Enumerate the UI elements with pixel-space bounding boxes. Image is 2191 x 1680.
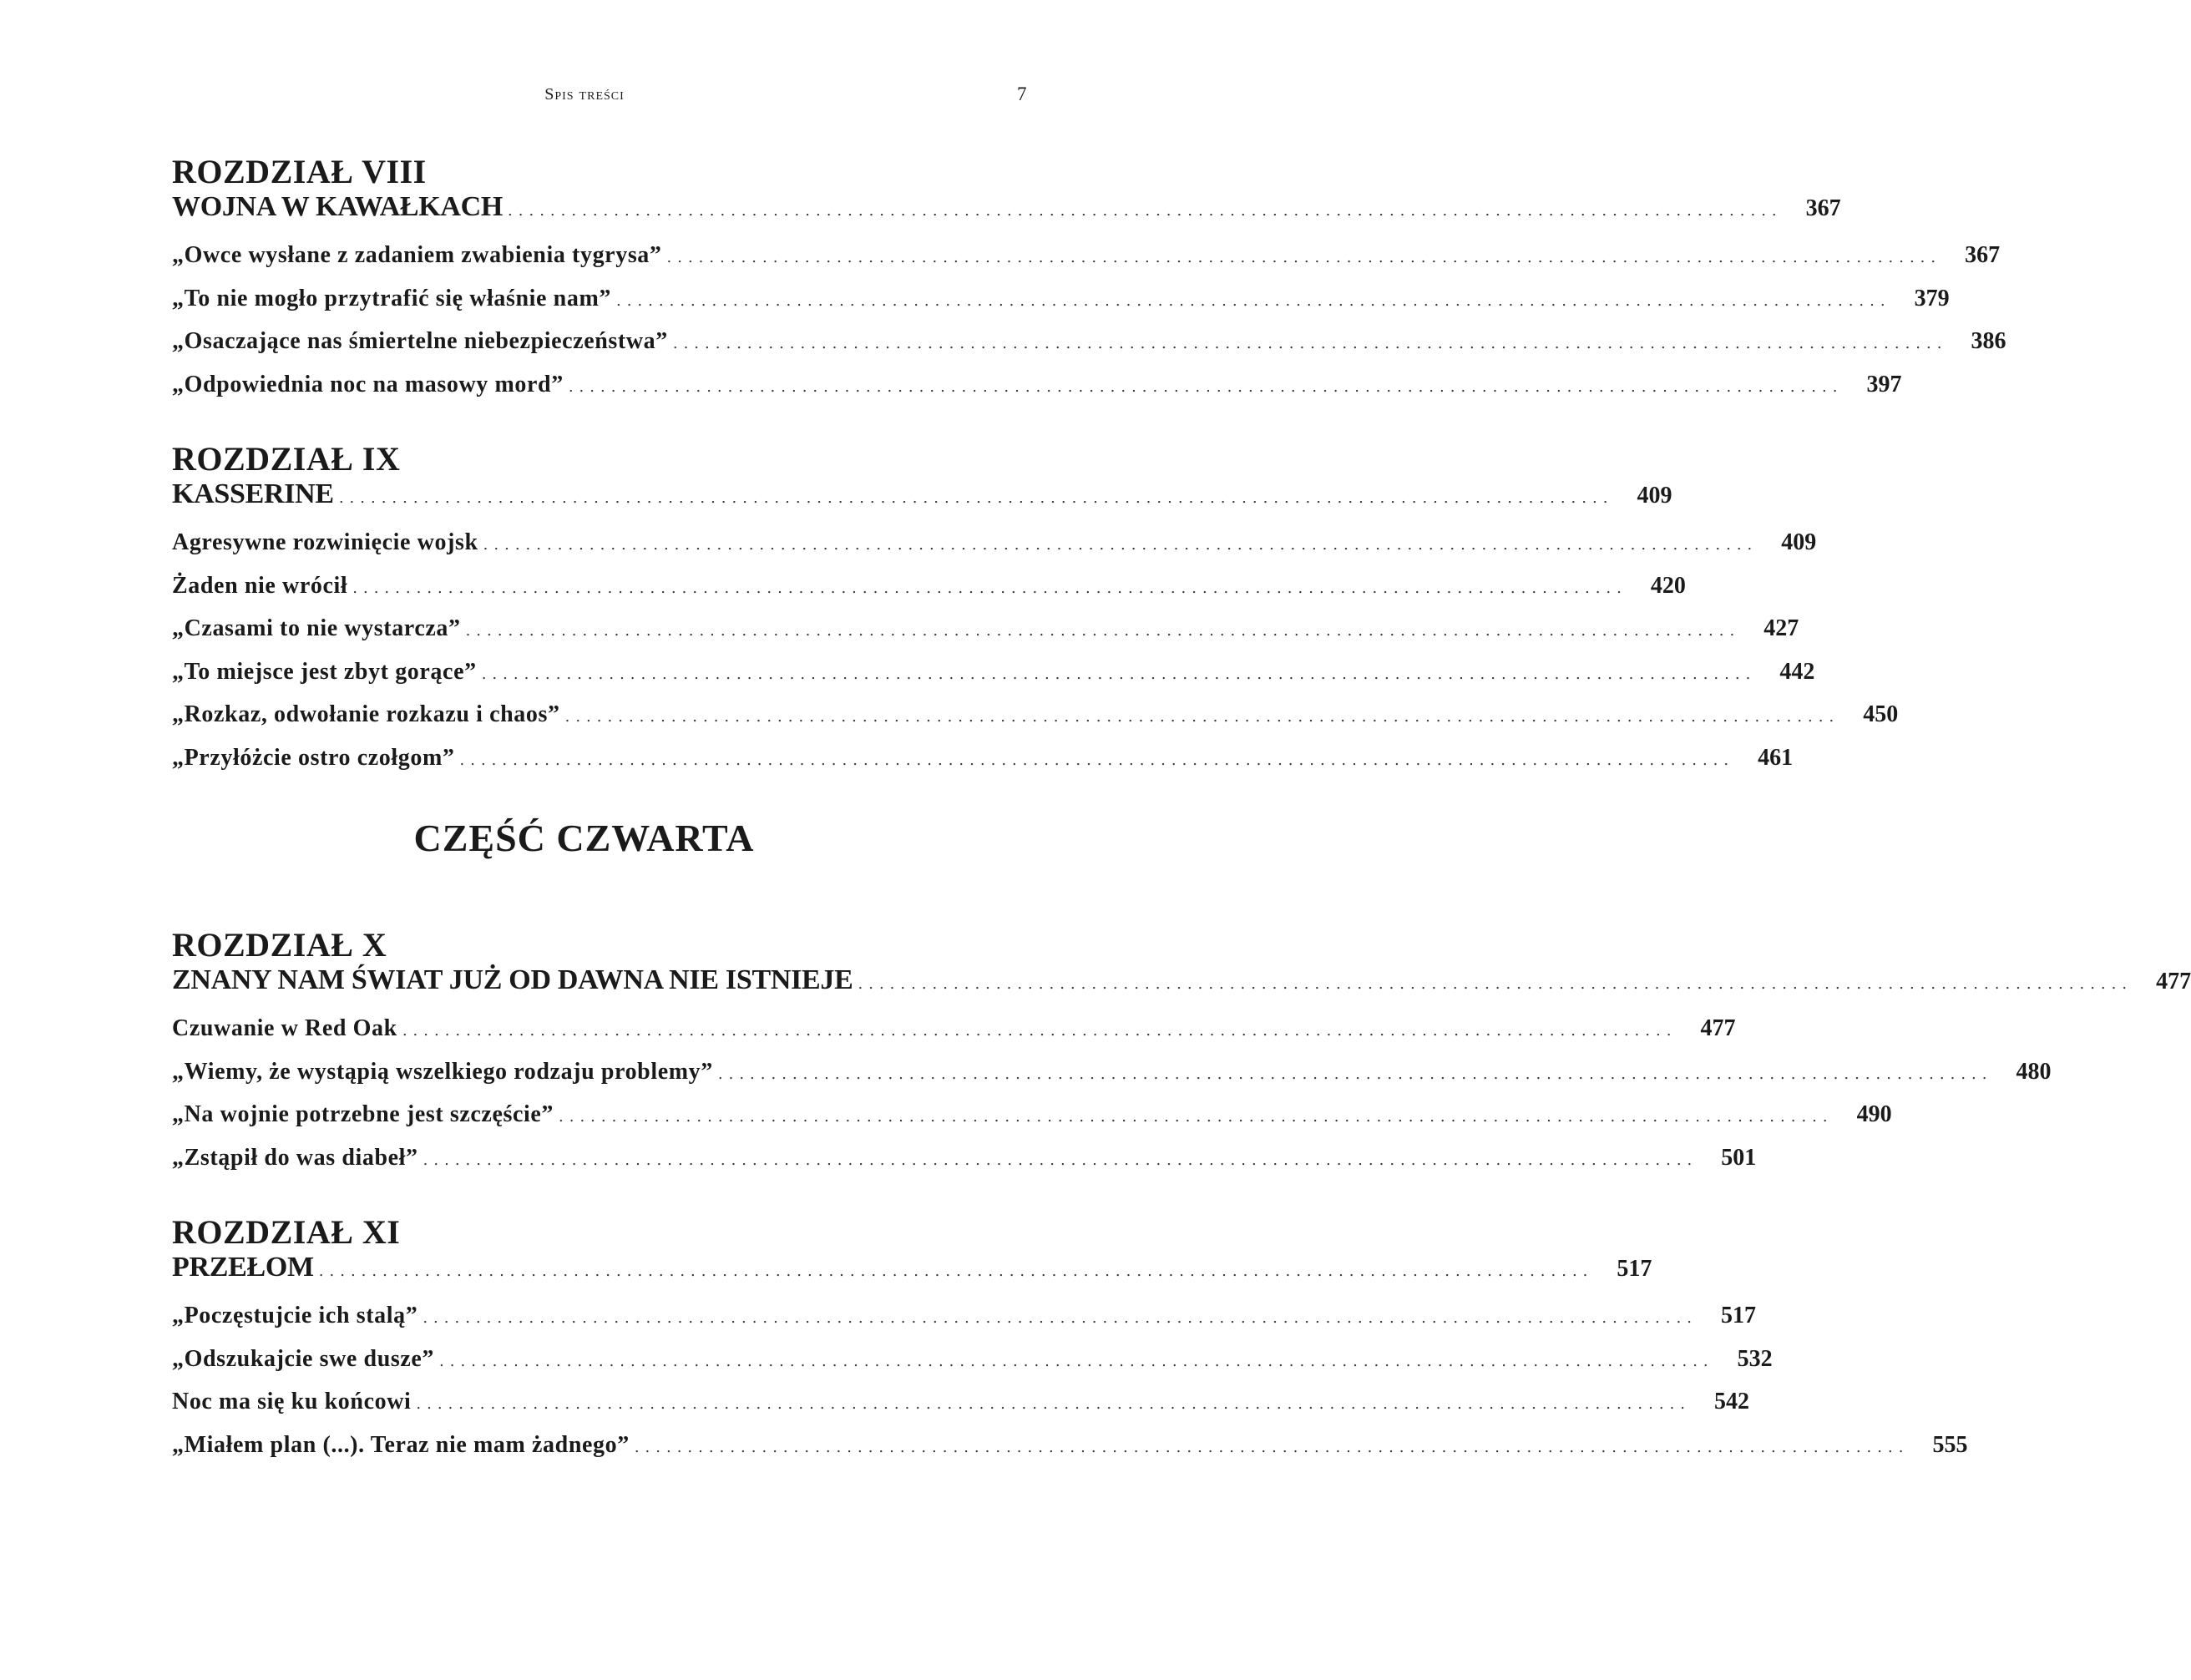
section-entry-title: „Zstąpił do was diabeł” (172, 1144, 418, 1171)
section-entry-page: 386 (1971, 328, 2006, 354)
section-entry[interactable] (172, 655, 1815, 699)
section-entry[interactable] (172, 1055, 2052, 1099)
section-entry[interactable] (172, 612, 1799, 655)
dot-leader: ........................................................................................................................ (465, 622, 1741, 640)
section-entry[interactable] (172, 1098, 1892, 1141)
dot-leader: ........................................................................................................................ (423, 1151, 1698, 1169)
chapter-title-entry-title: KASSERINE (172, 478, 334, 509)
section-entry-page: 490 (1856, 1101, 1892, 1127)
section-entry[interactable] (172, 282, 1950, 326)
section-entry[interactable] (172, 1385, 1750, 1429)
chapters-part-four (172, 926, 2191, 1471)
chapter-title-entry[interactable] (172, 190, 1841, 224)
section-entry[interactable] (172, 1299, 1756, 1343)
section-entry-title: „Owce wysłane z zadaniem zwabienia tygrysa” (172, 242, 662, 268)
dot-leader: ........................................................................................................................ (459, 751, 1735, 769)
chapter (172, 1213, 1968, 1471)
dot-leader: ........................................................................................................................ (672, 335, 1948, 352)
chapter-title-entry-title: ZNANY NAM ŚWIAT JUŻ OD DAWNA NIE ISTNIEJE (172, 964, 853, 995)
section-entry[interactable] (172, 526, 1817, 569)
section-entry-title: „Rozkaz, odwołanie rozkazu i chaos” (172, 701, 560, 727)
chapter-title-entry-page: 477 (2156, 969, 2191, 994)
section-entry[interactable] (172, 1429, 1968, 1472)
section-entry-title: Agresywne rozwinięcie wojsk (172, 529, 478, 555)
dot-leader: ........................................................................................................................ (416, 1395, 1692, 1413)
running-title: Spis treści (544, 85, 625, 104)
dot-leader: ........................................................................................................................ (568, 377, 1844, 396)
section-entry-page: 420 (1650, 572, 1686, 599)
section-entry-title: „Czasami to nie wystarcza” (172, 615, 461, 641)
section-entry-page: 555 (1932, 1431, 1968, 1458)
chapter-title-entry-page: 517 (1617, 1256, 1652, 1282)
section-entry-page: 450 (1863, 701, 1899, 727)
section-entry-page: 442 (1779, 658, 1815, 685)
section-entry[interactable] (172, 239, 2001, 282)
chapter-title-entry[interactable] (172, 478, 1672, 511)
section-entry[interactable] (172, 1343, 1773, 1386)
section-entry-page: 397 (1866, 371, 1902, 397)
chapter (172, 153, 2006, 411)
dot-leader: ........................................................................................................................ (483, 536, 1758, 554)
section-entry-title: „Na wojnie potrzebne jest szczęście” (172, 1101, 554, 1127)
section-entry-title: „Przyłóżcie ostro czołgom” (172, 744, 455, 771)
section-entry[interactable] (172, 698, 1899, 741)
section-entry[interactable] (172, 1141, 1757, 1185)
section-entry[interactable] (172, 1012, 1736, 1055)
section-entry-page: 542 (1714, 1389, 1750, 1414)
dot-leader: ........................................................................................................................ (423, 1309, 1698, 1327)
section-entry-page: 501 (1721, 1144, 1757, 1171)
section-entry-page: 461 (1758, 744, 1794, 771)
section-entry[interactable] (172, 325, 2006, 368)
chapter (172, 926, 2191, 1184)
dot-leader: ........................................................................................................................ (564, 708, 1840, 726)
dot-leader: ........................................................................................................................ (338, 489, 1614, 507)
dot-leader: ........................................................................................................................ (858, 975, 2133, 993)
chapter-title-entry-page: 367 (1805, 195, 1841, 221)
dot-leader: ........................................................................................................................ (615, 291, 1891, 310)
section-entry-title: „Miałem plan (...). Teraz nie mam żadnego” (172, 1431, 630, 1458)
section-entry-title: „To nie mogło przytrafić się właśnie nam” (172, 285, 611, 311)
chapter-label: ROZDZIAŁ X (172, 926, 387, 964)
section-entry-title: „Poczęstujcie ich stalą” (172, 1303, 418, 1328)
dot-leader: ........................................................................................................................ (634, 1438, 1910, 1456)
dot-leader: ........................................................................................................................ (717, 1065, 1993, 1083)
chapter-title-entry-page: 409 (1637, 483, 1672, 509)
page-number: 7 (1017, 83, 1028, 104)
chapter-label: ROZDZIAŁ IX (172, 440, 401, 478)
dot-leader: ........................................................................................................................ (508, 202, 1783, 220)
section-entry-page: 477 (1700, 1015, 1736, 1041)
dot-leader: ........................................................................................................................ (666, 249, 1942, 266)
section-entry[interactable] (172, 368, 1902, 412)
dot-leader: ........................................................................................................................ (481, 665, 1757, 683)
section-entry-page: 379 (1914, 285, 1950, 311)
section-entry-title: Żaden nie wrócił (172, 572, 348, 599)
chapter (172, 440, 1899, 784)
dot-leader: ........................................................................................................................ (402, 1022, 1677, 1040)
section-entry-page: 409 (1781, 529, 1817, 555)
section-entry-page: 367 (1965, 242, 2001, 268)
chapter-title-entry[interactable] (172, 1251, 1652, 1284)
section-entry[interactable] (172, 741, 1794, 785)
dot-leader: ........................................................................................................................ (352, 579, 1627, 597)
chapter-title-entry-title: WOJNA W KAWAŁKACH (172, 191, 503, 222)
chapter-title-entry[interactable] (172, 964, 2191, 997)
dot-leader: ........................................................................................................................ (318, 1263, 1594, 1280)
section-entry-page: 480 (2016, 1058, 2052, 1085)
section-entry-title: Noc ma się ku końcowi (172, 1389, 412, 1414)
section-entry-title: „Osaczające nas śmiertelne niebezpieczeństwa” (172, 328, 668, 354)
chapter-label: ROZDZIAŁ XI (172, 1213, 401, 1251)
section-entry-page: 427 (1763, 615, 1799, 641)
dot-leader: ........................................................................................................................ (439, 1352, 1714, 1370)
section-entry-page: 517 (1720, 1303, 1756, 1328)
section-entry-title: „To miejsce jest zbyt gorące” (172, 658, 477, 685)
section-entry-title: „Wiemy, że wystąpią wszelkiego rodzaju problemy” (172, 1058, 713, 1085)
section-entry-title: Czuwanie w Red Oak (172, 1015, 397, 1041)
dot-leader: ........................................................................................................................ (559, 1108, 1834, 1126)
part-title: CZĘŚĆ CZWARTA (413, 817, 755, 859)
section-entry[interactable] (172, 569, 1686, 613)
chapter-label: ROZDZIAŁ VIII (172, 153, 427, 190)
table-of-contents (172, 153, 2191, 1501)
chapters-part-three (172, 153, 2006, 784)
chapter-title-entry-title: PRZEŁOM (172, 1252, 314, 1283)
section-entry-title: „Odszukajcie swe dusze” (172, 1345, 435, 1372)
section-entry-page: 532 (1737, 1345, 1773, 1372)
section-entry-title: „Odpowiednia noc na masowy mord” (172, 371, 564, 397)
